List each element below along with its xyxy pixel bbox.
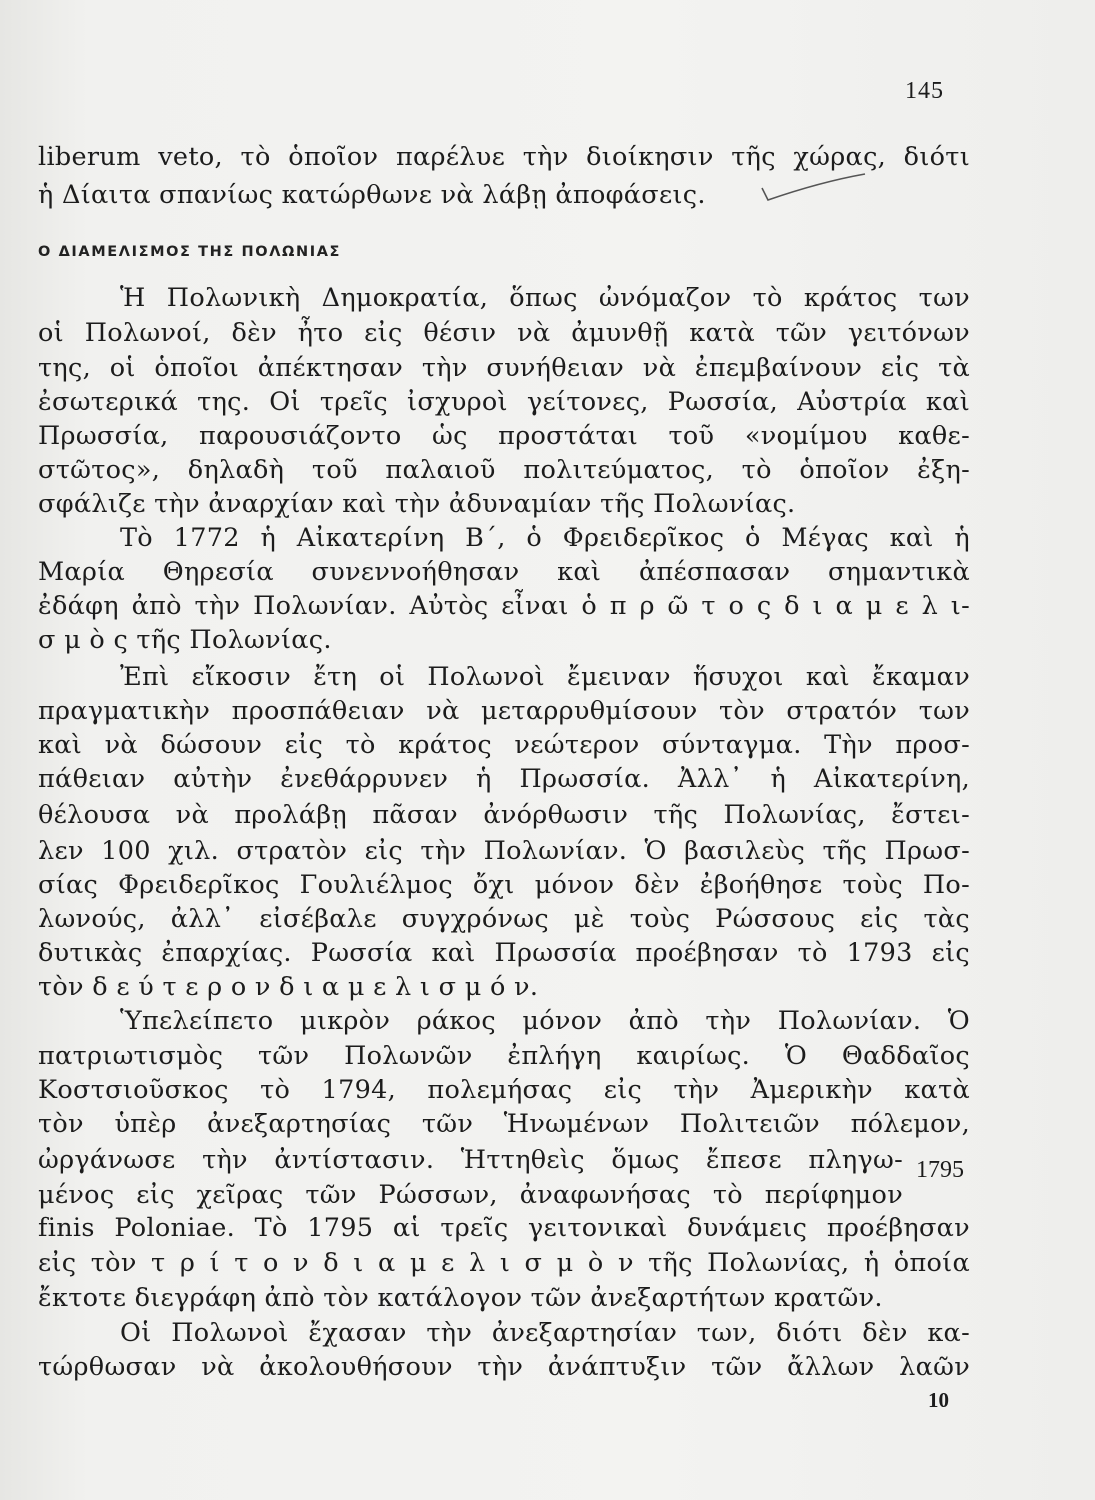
text-line: ἐδάφη ἀπὸ τὴν Πολωνίαν. Αὐτὸς εἶναι ὁ π ρ ῶ τ ο ς δ ι α μ ε λ ι- [38, 591, 970, 621]
text-line: σφάλιζε τὴν ἀναρχίαν καὶ τὴν ἀδυναμίαν τῆς Πολωνίας. [38, 489, 796, 519]
signature-mark: 10 [928, 1388, 949, 1412]
text-line: σίας Φρειδερῖκος Γουλιέλμος ὄχι μόνον δὲν ἐβοήθησε τοὺς Πο- [38, 870, 970, 900]
text-line: Ἡ Πολωνικὴ Δημοκρατία, ὅπως ὠνόμαζον τὸ κράτος των [120, 283, 970, 313]
text-line: Τὸ 1772 ἡ Αἰκατερίνη Β΄, ὁ Φρειδερῖκος ὁ Μέγας καὶ ἡ [120, 523, 970, 553]
text-line: πάθειαν αὐτὴν ἐνεθάρρυνεν ἡ Πρωσσία. Ἀλλ᾽ ἡ Αἰκατερίνη, [38, 764, 970, 794]
text-line: πραγματικὴν προσπάθειαν νὰ μεταρρυθμίσουν τὸν στρατόν των [38, 696, 970, 726]
text-line: ὠργάνωσε τὴν ἀντίστασιν. Ἡττηθεὶς ὅμως ἔπεσε πληγω- [38, 1145, 903, 1175]
text-line: Ἐπὶ εἴκοσιν ἔτη οἱ Πολωνοὶ ἔμειναν ἥσυχοι καὶ ἔκαμαν [120, 662, 970, 692]
text-line: ἔκτοτε διεγράφη ἀπὸ τὸν κατάλογον τῶν ἀνεξαρτήτων κρατῶν. [38, 1283, 883, 1313]
text-line: Πρωσσία, παρουσιάζοντο ὡς προστάται τοῦ «νομίμου καθε- [38, 421, 970, 451]
text-line: τώρθωσαν νὰ ἀκολουθήσουν τὴν ἀνάπτυξιν τῶν ἄλλων λαῶν [38, 1352, 970, 1382]
text-line: Οἱ Πολωνοὶ ἔχασαν τὴν ἀνεξαρτησίαν των, διότι δὲν κα- [120, 1318, 970, 1348]
text-line: liberum veto, τὸ ὁποῖον παρέλυε τὴν διοίκησιν τῆς χώρας, διότι [38, 142, 970, 172]
pen-checkmark [760, 168, 870, 208]
text-line: πατριωτισμὸς τῶν Πολωνῶν ἐπλήγη καιρίως. Ὁ Θαδδαῖος [38, 1041, 970, 1071]
text-line: λωνούς, ἀλλ᾽ εἰσέβαλε συγχρόνως μὲ τοὺς Ρώσσους εἰς τὰς [38, 904, 970, 934]
text-line: στῶτος», δηλαδὴ τοῦ παλαιοῦ πολιτεύματος, τὸ ὁποῖον ἐξη- [38, 455, 970, 485]
text-line: της, οἱ ὁποῖοι ἀπέκτησαν τὴν συνήθειαν νὰ ἐπεμβαίνουν εἰς τὰ [38, 353, 970, 383]
margin-date-note: 1795 [916, 1157, 964, 1183]
text-line: finis Poloniae. Τὸ 1795 αἱ τρεῖς γειτονικαὶ δυνάμεις προέβησαν [38, 1213, 970, 1243]
text-line: θέλουσα νὰ προλάβῃ πᾶσαν ἀνόρθωσιν τῆς Πολωνίας, ἔστει- [38, 800, 970, 830]
text-line: οἱ Πολωνοί, δὲν ἦτο εἰς θέσιν νὰ ἀμυνθῇ κατὰ τῶν γειτόνων [38, 318, 970, 348]
text-line: δυτικὰς ἐπαρχίας. Ρωσσία καὶ Πρωσσία προέβησαν τὸ 1793 εἰς [38, 938, 970, 968]
text-line: Μαρία Θηρεσία συνεννοήθησαν καὶ ἀπέσπασαν σημαντικὰ [38, 557, 970, 587]
text-line: τὸν ὑπὲρ ἀνεξαρτησίας τῶν Ἡνωμένων Πολιτειῶν πόλεμον, [38, 1109, 970, 1139]
text-line: ἡ Δίαιτα σπανίως κατώρθωνε νὰ λάβῃ ἀποφάσεις. [38, 180, 706, 210]
text-line: τὸν δ ε ύ τ ε ρ ο ν δ ι α μ ε λ ι σ μ ό ν. [38, 972, 539, 1002]
text-line: λεν 100 χιλ. στρατὸν εἰς τὴν Πολωνίαν. Ὁ βασιλεὺς τῆς Πρωσ- [38, 836, 970, 866]
section-heading: Ο ΔΙΑΜΕΛΙΣΜΟΣ ΤΗΣ ΠΟΛΩΝΙΑΣ [38, 244, 342, 260]
text-line: ἐσωτερικά της. Οἱ τρεῖς ἰσχυροὶ γείτονες, Ρωσσία, Αὐστρία καὶ [38, 387, 970, 417]
page-number: 145 [905, 78, 944, 104]
text-line: Ὑπελείπετο μικρὸν ράκος μόνον ἀπὸ τὴν Πολωνίαν. Ὁ [120, 1006, 970, 1036]
text-line: μένος εἰς χεῖρας τῶν Ρώσσων, ἀναφωνήσας τὸ περίφημον [38, 1180, 903, 1210]
text-line: εἰς τὸν τ ρ ί τ ο ν δ ι α μ ε λ ι σ μ ὸ ν τῆς Πολωνίας, ἡ ὁποία [38, 1248, 970, 1278]
text-line: καὶ νὰ δώσουν εἰς τὸ κράτος νεώτερον σύνταγμα. Τὴν προσ- [38, 730, 970, 760]
text-line: σ μ ὸ ς τῆς Πολωνίας. [38, 625, 332, 655]
text-line: Κοστσιοῦσκος τὸ 1794, πολεμήσας εἰς τὴν Ἀμερικὴν κατὰ [38, 1075, 970, 1105]
